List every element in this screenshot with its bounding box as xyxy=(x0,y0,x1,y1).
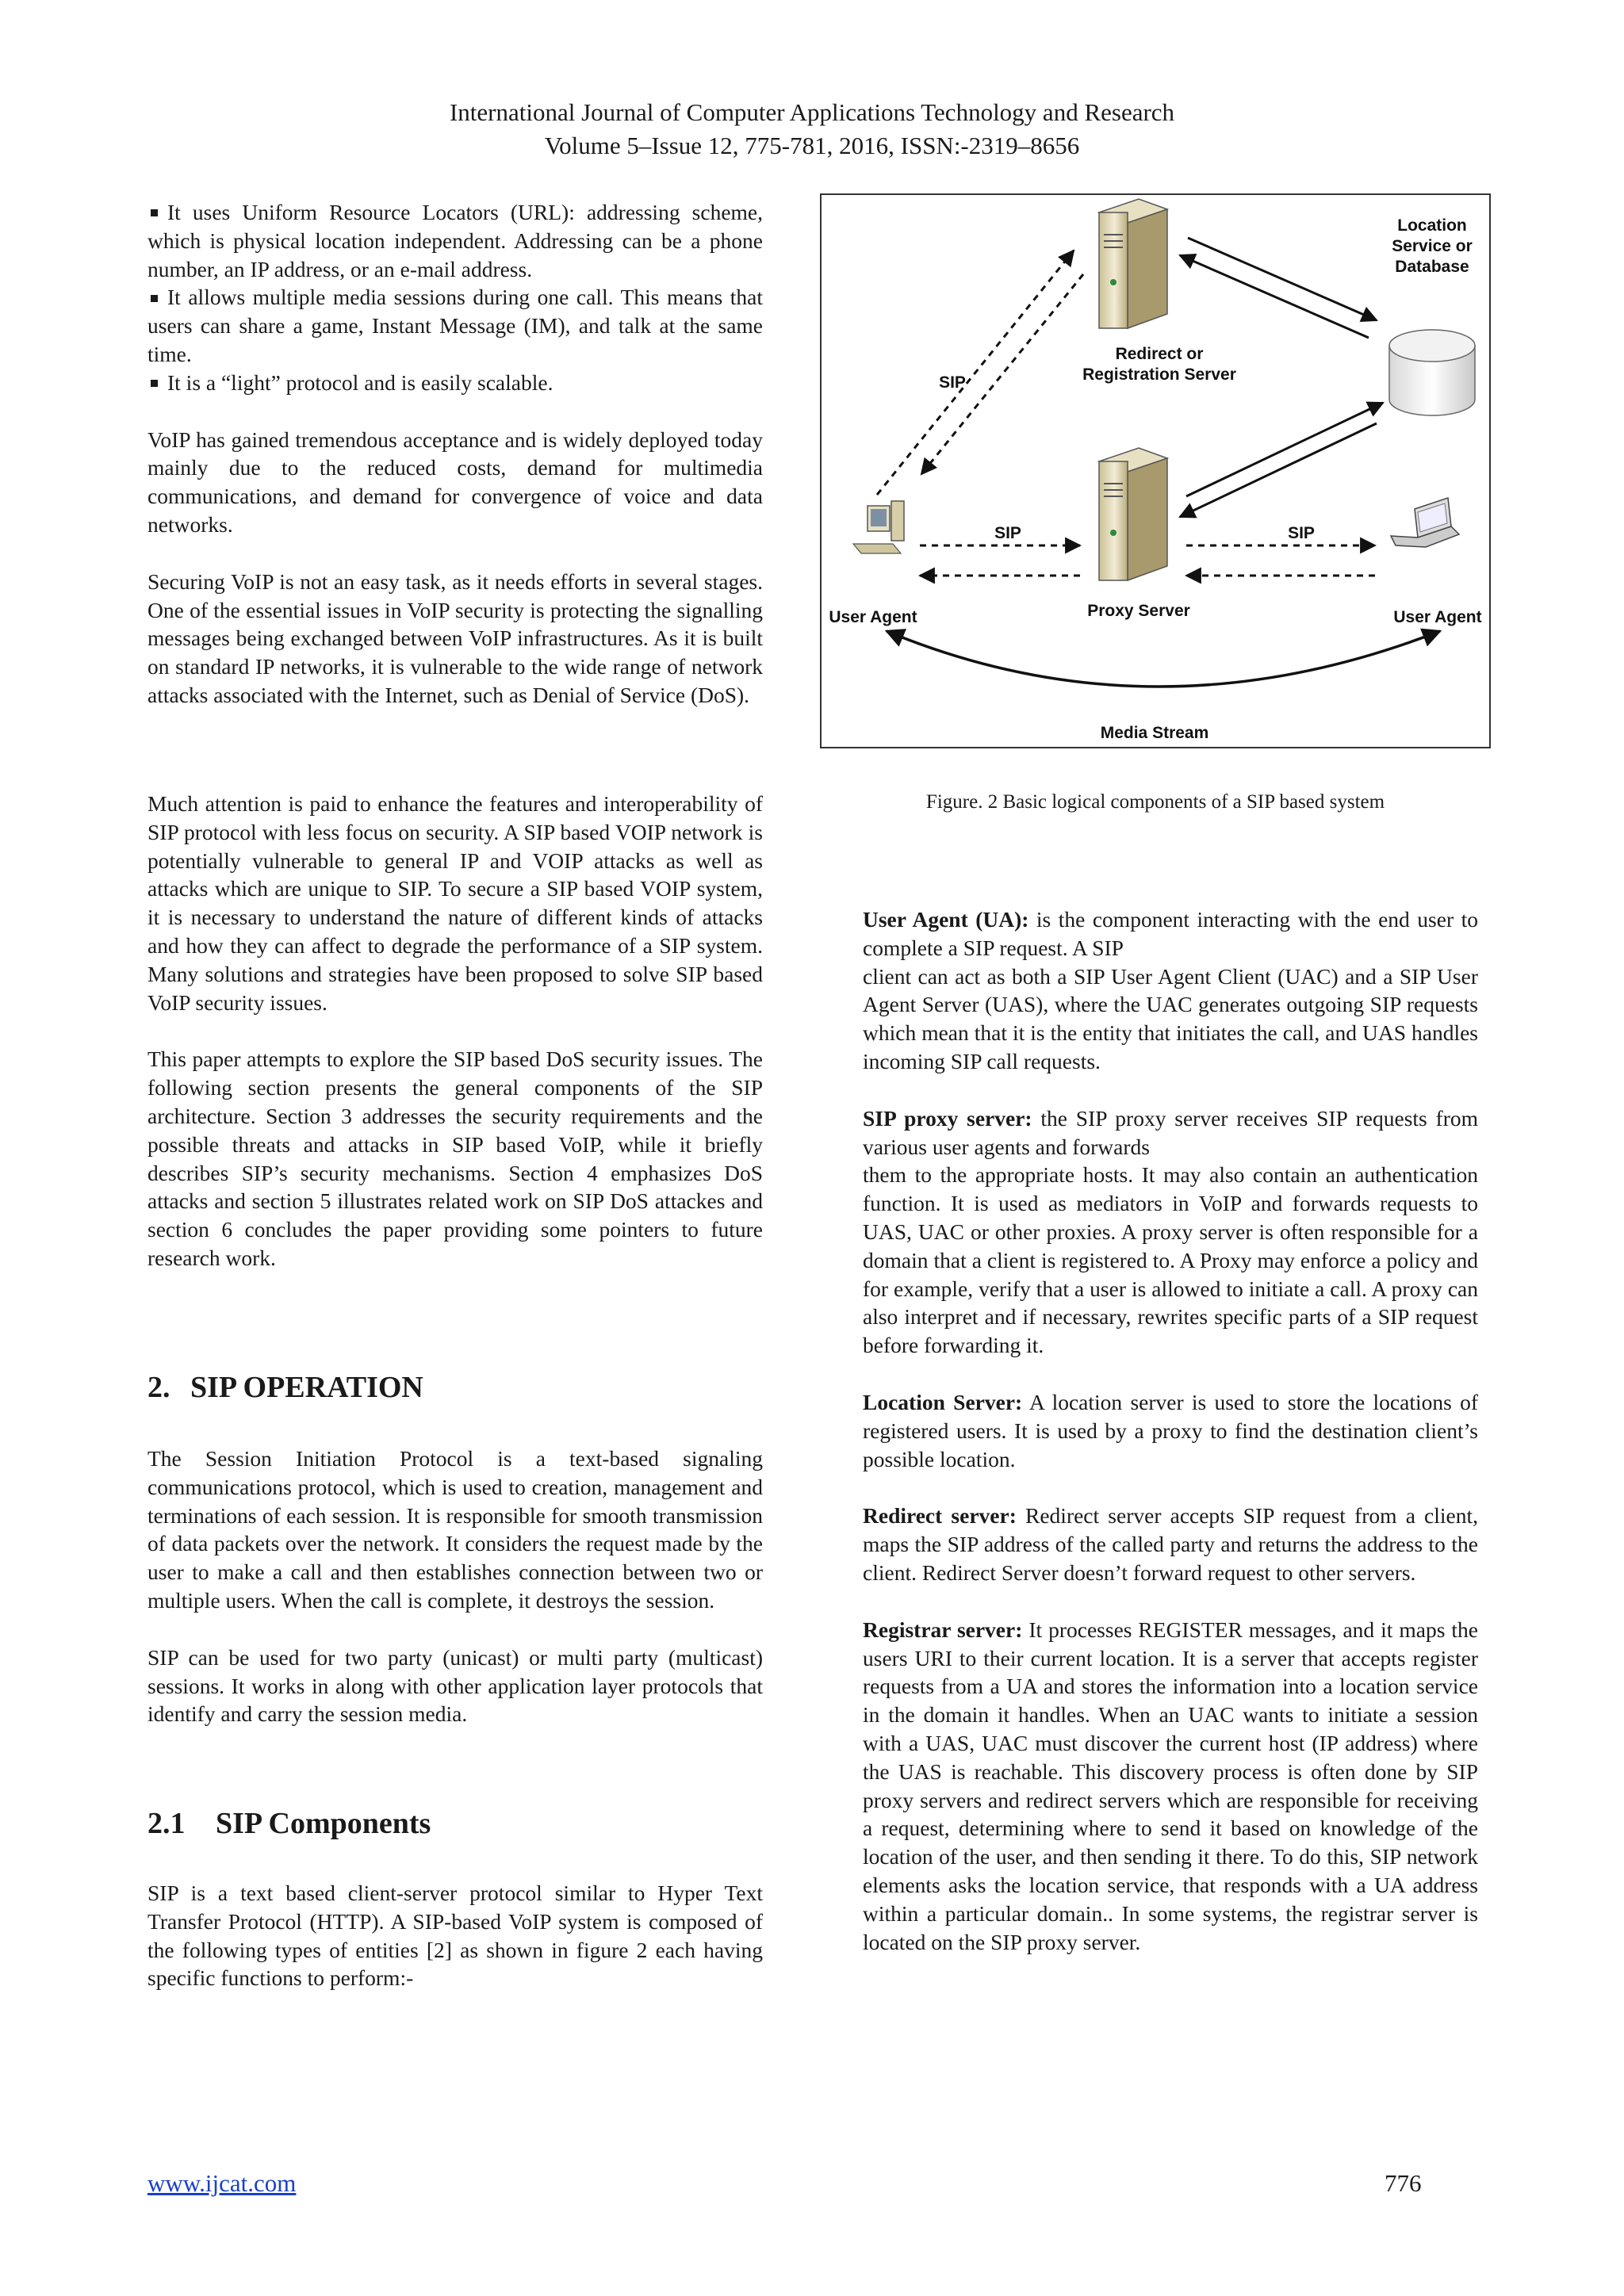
definition-text: It processes REGISTER messages, and it maps the users URI to their current location. It is a server that accepts register requests from a UA and stores the information into a location service in the domain it handles. When an UAC wants to initiate a session with a UAS, UAC must discover the current host (IP address) where the UAS is reachable. This discovery process is often done by SIP proxy servers and redirect servers which are responsible for receiving a request, determining where to send it based on knowledge of the location of the user, and then sending it there. To do this, SIP network elements asks the location service, that responds with a UA address within a particular domain.. In some systems, the registrar server is located on the SIP proxy server. xyxy=(863,1617,1478,1954)
paragraph-paper-outline: This paper attempts to explore the SIP based DoS security issues. The following section presents the general components of the SIP architecture. Section 3 addresses the security requirements and the possible threats and attacks in SIP based VoIP, while it briefly describes SIP’s security mechanisms. Section 4 emphasizes DoS attacks and section 5 illustrates related work on SIP DoS attackes and section 6 concludes the paper providing some pointers to future research work. xyxy=(147,1047,763,1270)
arrow-location-to-redirect xyxy=(1180,255,1369,338)
right-column xyxy=(863,905,1478,1956)
paragraph-components: SIP is a text based client-server protocol similar to Hyper Text Transfer Protocol (HTTP). A SIP-based VoIP system is composed of the following types of entities [2] as shown in figure 2 each having specific functions to perform:- xyxy=(147,1881,763,1991)
bullet-item xyxy=(147,369,763,397)
bullet-item xyxy=(147,198,763,283)
definition-text: A location server is used to store the locations of registered users. It is used by a proxy to find the destination client’s possible location. xyxy=(863,1389,1478,1471)
arrow-redirect-to-location xyxy=(1188,238,1377,320)
term-proxy-server: SIP proxy server: xyxy=(863,1105,1032,1131)
definition-text: is the component interacting with the end user to complete a SIP request. A SIP xyxy=(863,907,1478,960)
bullet-text: It uses Uniform Resource Locators (URL): addressing scheme, which is physical location independent. Addressing can be a phone number, an IP address, or an e-mail address. xyxy=(147,200,763,281)
database-icon xyxy=(1389,330,1475,415)
sip-label: SIP xyxy=(994,524,1021,542)
subsection-title: SIP Components xyxy=(216,1807,431,1840)
definition-location-server xyxy=(863,1388,1478,1473)
definition-redirect-server xyxy=(863,1502,1478,1586)
left-column-bottom xyxy=(147,790,763,1272)
bullet-text: It allows multiple media sessions during one call. This means that users can share a game, Instant Message (IM), and talk at the same time. xyxy=(147,285,763,366)
definition-registrar-server xyxy=(863,1616,1478,1957)
sip-label: SIP xyxy=(1288,524,1315,542)
journal-website-link[interactable]: www.ijcat.com xyxy=(147,2169,297,2197)
bullet-icon xyxy=(151,380,158,387)
media-stream-label: Media Stream xyxy=(1100,724,1209,742)
section-heading xyxy=(147,1370,423,1405)
proxy-server-label: Proxy Server xyxy=(1087,602,1190,620)
arrow-location-to-proxy xyxy=(1180,423,1377,517)
arrow-proxy-to-location xyxy=(1186,403,1383,496)
definition-continuation: client can act as both a SIP User Agent Client (UAC) and a SIP User Agent Server (UAS), where the UAC generates outgoing SIP requests which mean that it is the entity that initiates the call, and UAS handles incoming SIP call requests. xyxy=(863,963,1478,1073)
desktop-computer-icon xyxy=(853,501,904,553)
left-column-components xyxy=(147,1879,763,1992)
proxy-server-icon xyxy=(1099,448,1167,580)
paragraph-sip-sessions: SIP can be used for two party (unicast) or multi party (multicast) sessions. It works in along with other application layer protocols that identify and carry the session media. xyxy=(147,1644,763,1727)
subsection-heading xyxy=(147,1806,431,1841)
term-registrar-server: Registrar server: xyxy=(863,1617,1023,1642)
user-agent-left-label: User Agent xyxy=(829,608,917,626)
left-column-top xyxy=(147,198,763,710)
journal-volume: Volume 5–Issue 12, 775-781, 2016, ISSN:-2319–8656 xyxy=(544,132,1080,159)
paragraph-voip: VoIP has gained tremendous acceptance and is widely deployed today mainly due to the reduced costs, demand for multimedia communications, and demand for convergence of voice and data networks. xyxy=(147,427,763,537)
definition-user-agent xyxy=(863,905,1478,962)
term-user-agent: User Agent (UA): xyxy=(863,907,1029,932)
figure-sip-components xyxy=(820,193,1491,748)
location-service-label: Location Service or Database xyxy=(1392,216,1473,276)
subsection-number: 2.1 xyxy=(147,1807,186,1840)
bullet-text: It is a “light” protocol and is easily scalable. xyxy=(167,369,553,395)
bullet-item xyxy=(147,283,763,368)
definition-text: the SIP proxy server receives SIP requests from various user agents and forwards xyxy=(863,1105,1479,1159)
redirect-server-label: Redirect or Registration Server xyxy=(1082,345,1236,384)
figure-caption: Figure. 2 Basic logical components of a SIP based system xyxy=(925,791,1385,813)
section-number: 2. xyxy=(147,1371,170,1404)
user-agent-right-label: User Agent xyxy=(1393,608,1482,626)
definition-continuation: them to the appropriate hosts. It may also contain an authentication function. It is used as mediators in VoIP and forwards requests to UAS, UAC or other proxies. A proxy server is often responsible for a domain that a client is registered to. A Proxy may enforce a policy and for example, verify that a user is allowed to initiate a call. A proxy can also interpret and if necessary, rewrites specific parts of a SIP request before forwarding it. xyxy=(863,1162,1478,1358)
redirect-server-icon xyxy=(1099,199,1167,328)
figure-diagram xyxy=(822,195,1489,747)
definition-proxy-server xyxy=(863,1104,1478,1161)
media-stream-arrow xyxy=(887,631,1440,687)
section-title: SIP OPERATION xyxy=(190,1371,423,1404)
paragraph-sip-protocol: The Session Initiation Protocol is a text-based signaling communications protocol, which is used to creation, management and terminations of each session. It is responsible for smooth transmission of data packets over the network. It considers the request made by the user to make a call and then establishes connection between two or multiple users. When the call is complete, it destroys the session. xyxy=(147,1446,763,1613)
laptop-icon xyxy=(1391,498,1459,547)
left-column-sip xyxy=(147,1445,763,1728)
term-location-server: Location Server: xyxy=(863,1389,1023,1414)
term-redirect-server: Redirect server: xyxy=(863,1503,1017,1529)
paragraph-securing: Securing VoIP is not an easy task, as it needs efforts in several stages. One of the essential issues in VoIP security is protecting the signalling messages being exchanged between VoIP infrastructures. As it is built on standard IP networks, it is vulnerable to the wide range of network attacks associated with the Internet, such as Denial of Service (DoS). xyxy=(147,568,763,707)
bullet-icon xyxy=(151,295,158,302)
arrow-ua-to-redirect xyxy=(877,251,1074,495)
bullet-icon xyxy=(151,209,158,216)
sip-label: SIP xyxy=(939,373,966,392)
definition-text: Redirect server accepts SIP request from a client, maps the SIP address of the called party and returns the address to the client. Redirect Server doesn’t forward request to other servers. xyxy=(863,1503,1478,1585)
page-number: 776 xyxy=(1385,2169,1422,2197)
paragraph-attention: Much attention is paid to enhance the features and interoperability of SIP protocol with less focus on security. A SIP based VOIP network is potentially vulnerable to general IP and VOIP attacks as well as attacks which are unique to SIP. To secure a SIP based VOIP system, it is necessary to understand the nature of different kinds of attacks and how they can affect to degrade the performance of a SIP system. Many solutions and strategies have been proposed to solve SIP based VoIP security issues. xyxy=(147,791,763,1015)
journal-title: International Journal of Computer Applications Technology and Research xyxy=(449,98,1175,126)
